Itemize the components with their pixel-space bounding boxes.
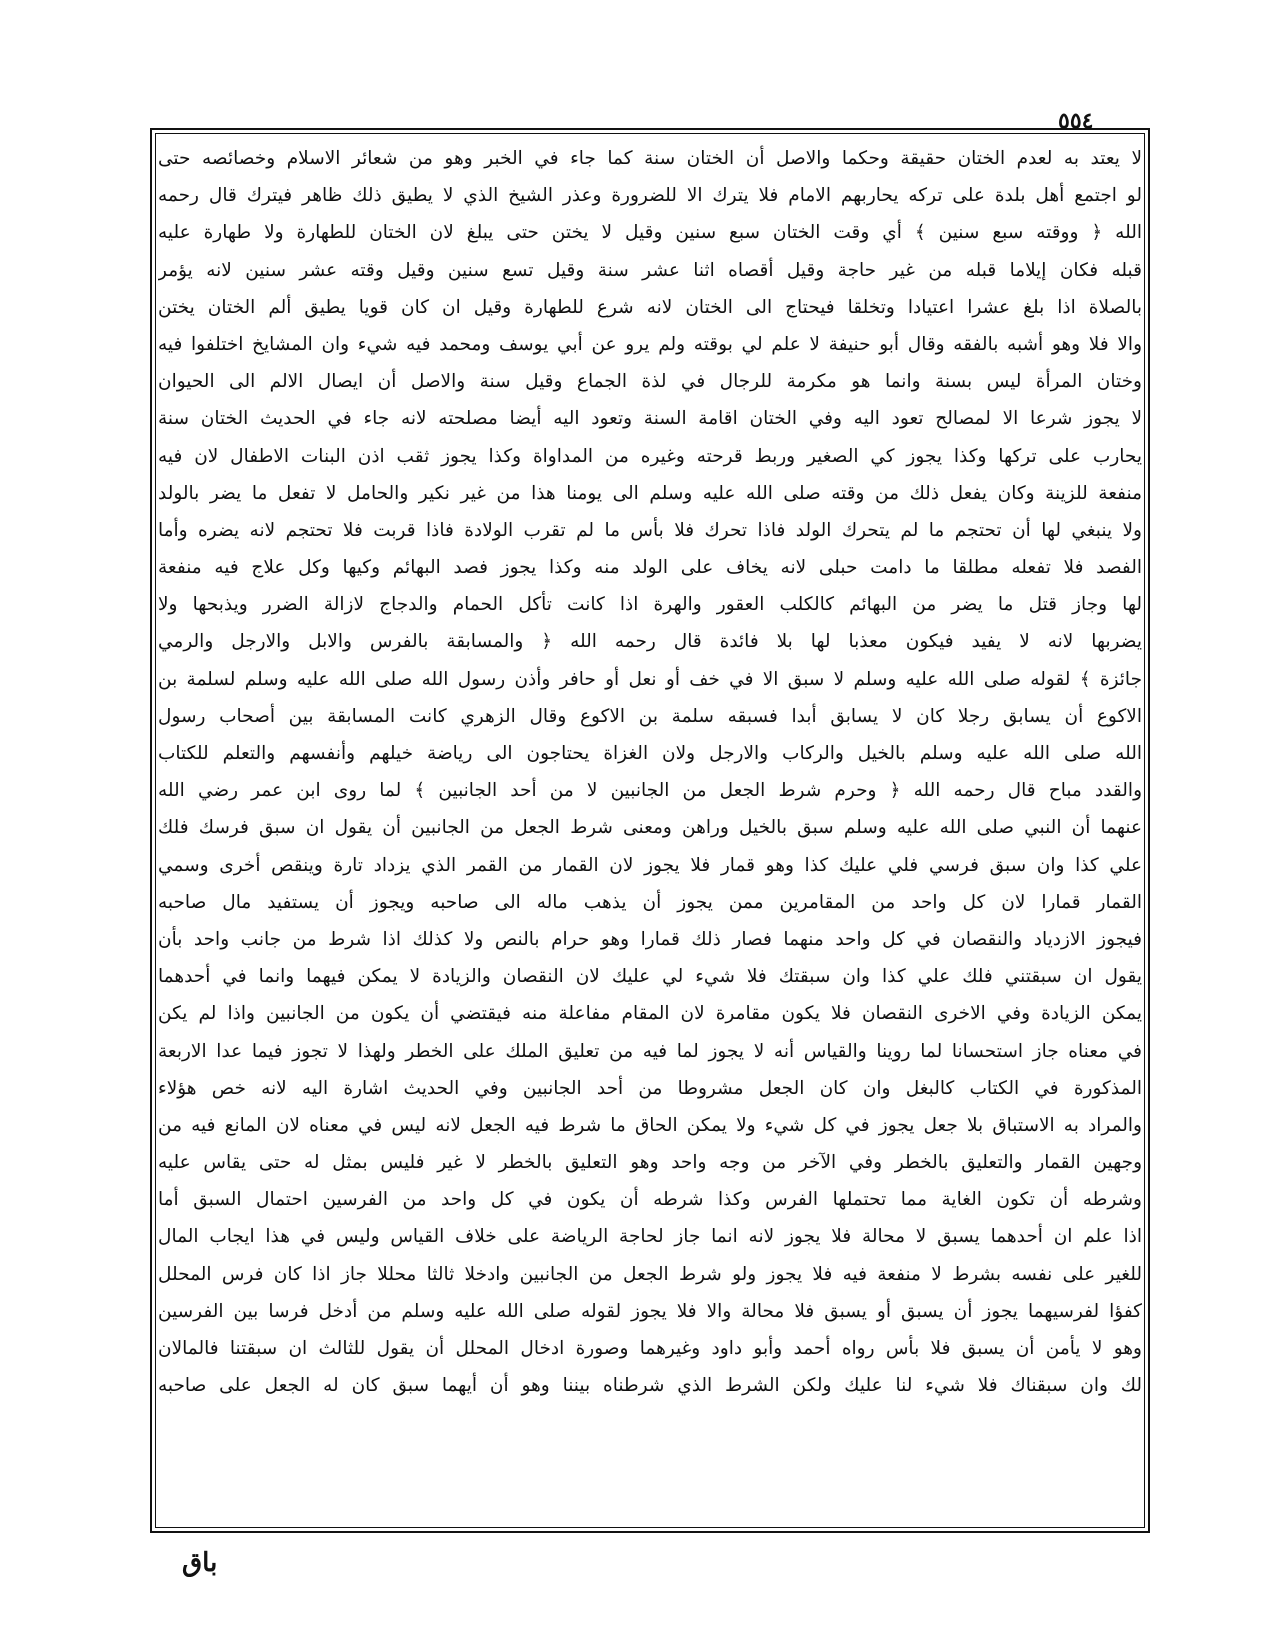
text-line: لها وجاز قتل ما يضر من البهائم كالكلب العقور والهرة اذا كانت تأكل الحمام والدجاج لازالة الضرر ويذبحها ولا — [158, 594, 1142, 616]
text-line: يمكن الزيادة وفي الاخرى النقصان فلا يكون مقامرة لان المقام مفاعلة منه فيقتضي أن يكون من الجانبين واذا لم يكن — [158, 1003, 1142, 1025]
text-line: والقدد مباح قال رحمه الله ﴿ وحرم شرط الجعل من الجانبين لا من أحد الجانبين ﴾ لما روى ابن عمر رضي الله — [158, 780, 1142, 802]
text-line: قبله فكان إيلاما قبله من غير حاجة وقيل أقصاه اثنا عشر سنة وقيل تسع سنين وقيل وقته عشر سنين لانه يؤمر — [158, 259, 1142, 281]
text-line: بالصلاة اذا بلغ عشرا اعتيادا وتخلقا فيحتاج الى الختان لانه شرع للطهارة وقيل ان كان قويا يطيق ألم الختان يختن — [158, 296, 1142, 318]
catchword: باق — [182, 1548, 218, 1578]
text-line: كفؤا لفرسيهما يجوز أن يسبق أو يسبق فلا محالة والا فلا يجوز لقوله صلى الله عليه وسلم من أدخل فرسا بين الفرسين — [158, 1300, 1142, 1322]
text-line: والمراد به الاستباق بلا جعل يجوز في كل شيء ولا يمكن الحاق ما شرط فيه الجعل لانه ليس في معناه لان المانع فيه من — [158, 1114, 1142, 1136]
text-line: اذا علم ان أحدهما يسبق لا محالة فلا يجوز لانه انما جاز لحاجة الرياضة على خلاف القياس وليس في هذا ايجاب المال — [158, 1226, 1142, 1248]
text-line: لو اجتمع أهل بلدة على تركه يحاربهم الامام فلا يترك الا للضرورة وعذر الشيخ الذي لا يطيق ذلك ظاهر فيترك قال رحمه — [158, 185, 1142, 207]
text-line: لا يعتد به لعدم الختان حقيقة وحكما والاصل أن الختان سنة كما جاء في الخبر وهو من شعائر الاسلام وخصائصه حتى — [158, 148, 1142, 169]
text-line: وختان المرأة ليس بسنة وانما هو مكرمة للرجال في لذة الجماع وقيل سنة والاصل أن ايصال الالم الى الحيوان — [158, 371, 1142, 393]
text-line: يقول ان سبقتني فلك علي كذا وان سبقتك فلا شيء لي عليك لان النقصان والزيادة لا يمكن فيهما وانما في أحدهما — [158, 966, 1142, 988]
text-line: فيجوز الازدياد والنقصان في كل واحد منهما فصار ذلك قمارا وهو حرام بالنص ولا كذلك اذا شرط من جانب واحد بأن — [158, 928, 1142, 950]
text-line: الفصد فلا تفعله مطلقا ما دامت حبلى لانه يخاف على الولد منه وكذا يجوز فصد البهائم وكيها وكل علاج فيه منفعة — [158, 557, 1142, 579]
page-number: ٥٥٤ — [1058, 108, 1094, 134]
text-line: منفعة للزينة وكان يفعل ذلك من وقته صلى الله عليه وسلم الى يومنا هذا من غير نكير والحامل لا تفعل ما يضر بالولد — [158, 482, 1142, 504]
text-line: والا فلا وهو أشبه بالفقه وقال أبو حنيفة لا علم لي بوقته ولم يرو عن أبي يوسف ومحمد فيه شيء وان المشايخ اختلفوا فيه — [158, 333, 1142, 355]
text-line: وجهين القمار والتعليق بالخطر وفي الآخر من وجه واحد وهو التعليق بالخطر لا غير فليس بمثل له حتى يقاس عليه — [158, 1152, 1142, 1174]
text-line: الله ﴿ ووقته سبع سنين ﴾ أي وقت الختان سبع سنين وقيل لا يختن حتى يبلغ لان الختان للطهارة ولا طهارة عليه — [158, 222, 1142, 244]
text-line: القمار قمارا لان كل واحد من المقامرين ممن يجوز أن يذهب ماله الى صاحبه ويجوز أن يستفيد مال صاحبه — [158, 891, 1142, 913]
text-line: لك وان سبقناك فلا شيء لنا عليك ولكن الشرط الذي شرطناه بيننا وهو أن أيهما سبق كان له الجعل على صاحبه — [158, 1375, 1142, 1397]
text-line: عنهما أن النبي صلى الله عليه وسلم سبق بالخيل وراهن ومعنى شرط الجعل من الجانبين أن يقول ان سبق فرسك فلك — [158, 817, 1142, 839]
text-line: يحارب على تركها وكذا يجوز كي الصغير وربط قرحته وغيره من المداواة وكذا يجوز ثقب اذن البنات الاطفال لان فيه — [158, 445, 1142, 467]
text-line: الاكوع أن يسابق رجلا كان لا يسابق أبدا فسبقه سلمة بن الاكوع وقال الزهري كانت المسابقة بين أصحاب رسول — [158, 705, 1142, 727]
text-line: وشرطه أن تكون الغاية مما تحتملها الفرس وكذا شرطه أن يكون في كل واحد من الفرسين احتمال السبق أما — [158, 1189, 1142, 1211]
text-line: الله صلى الله عليه وسلم بالخيل والركاب والارجل ولان الغزاة يحتاجون الى رياضة خيلهم وأنفسهم والتعلم للكتاب — [158, 743, 1142, 764]
text-line: علي كذا وان سبق فرسي فلي عليك كذا وهو قمار فلا يجوز لان القمار من القمر الذي يزداد تارة وينقص أخرى وسمي — [158, 854, 1142, 876]
text-line: يضربها لانه لا يفيد فيكون معذبا لها بلا فائدة قال رحمه الله ﴿ والمسابقة بالفرس والابل والارجل والرمي — [158, 631, 1142, 653]
text-line: المذكورة في الكتاب كالبغل وان كان الجعل مشروطا من أحد الجانبين وفي الحديث اشارة اليه لانه خص هؤلاء — [158, 1077, 1142, 1099]
text-line: لا يجوز شرعا الا لمصالح تعود اليه وفي الختان اقامة السنة وتعود اليه أيضا مصلحته لانه جاء في الحديث الختان سنة — [158, 408, 1142, 430]
text-line: في معناه جاز استحسانا لما روينا والقياس أنه لا يجوز لما فيه من تعليق الملك على الخطر ولهذا لا تجوز فيما عدا الاربعة — [158, 1040, 1142, 1062]
text-line: للغير على نفسه بشرط لا منفعة فيه فلا يجوز ولو شرط الجعل من الجانبين وادخلا ثالثا محللا جاز اذا كان فرس المحلل — [158, 1263, 1142, 1285]
text-line: ولا ينبغي لها أن تحتجم ما لم يتحرك الولد فاذا تحرك فلا بأس ما لم تقرب الولادة فاذا قربت فلا تحتجم لانه يضره وأما — [158, 519, 1142, 541]
text-block — [158, 140, 1142, 1404]
text-line: جائزة ﴾ لقوله صلى الله عليه وسلم لا سبق الا في خف أو نعل أو حافر وأذن رسول الله صلى الله عليه وسلم لسلمة بن — [158, 668, 1142, 690]
text-line: وهو لا يأمن أن يسبق فلا بأس رواه أحمد وأبو داود وغيرهما وصورة ادخال المحلل أن يقول للثالث ان سبقتنا فالمالان — [158, 1338, 1142, 1359]
